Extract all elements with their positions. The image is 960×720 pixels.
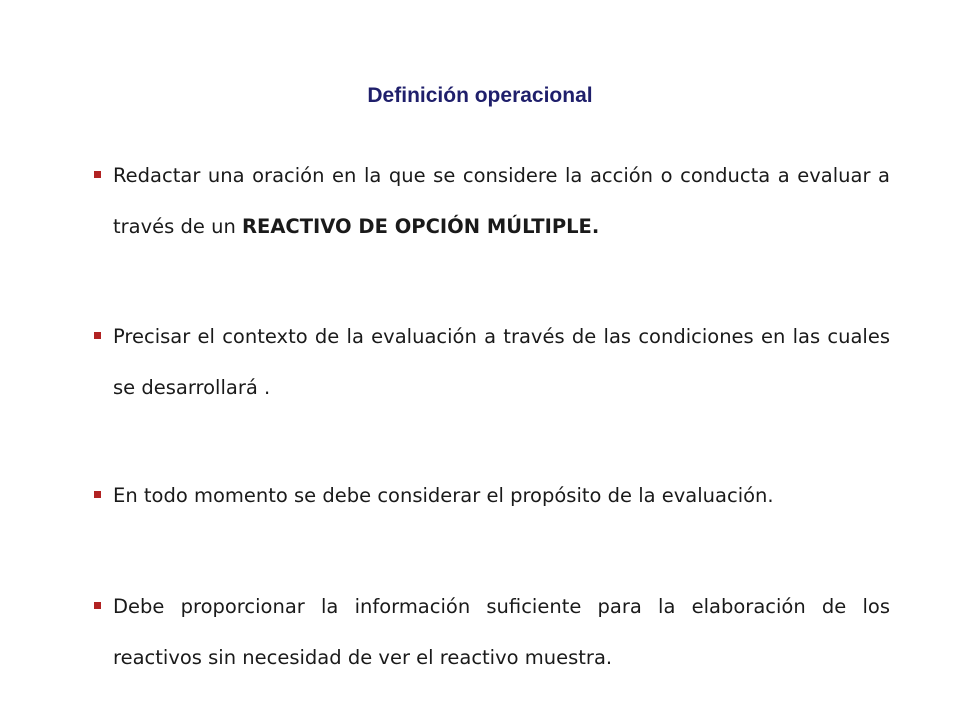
square-bullet-icon [94, 332, 101, 339]
square-bullet-icon [94, 491, 101, 498]
square-bullet-icon [94, 171, 101, 178]
bullet-text: En todo momento se debe considerar el propósito de la evaluación. [113, 484, 774, 507]
slide-title: Definición operacional [367, 84, 593, 107]
bullet-text-normal: Redactar una oración en la que se considere la acción o conducta a evaluar a través de un [113, 164, 890, 238]
bullet-text [113, 150, 890, 252]
bullet-item [94, 311, 890, 413]
bullet-text: Precisar el contexto de la evaluación a través de las condiciones en las cuales se desarrollará . [113, 325, 890, 399]
bullet-text: Debe proporcionar la información suficiente para la elaboración de los reactivos sin necesidad de ver el reactivo muestra. [113, 595, 890, 669]
bullet-item [94, 470, 890, 521]
square-bullet-icon [94, 602, 101, 609]
bullet-text-bold: REACTIVO DE OPCIÓN MÚLTIPLE. [242, 215, 600, 238]
bullet-item [94, 150, 890, 252]
bullet-item [94, 581, 890, 683]
